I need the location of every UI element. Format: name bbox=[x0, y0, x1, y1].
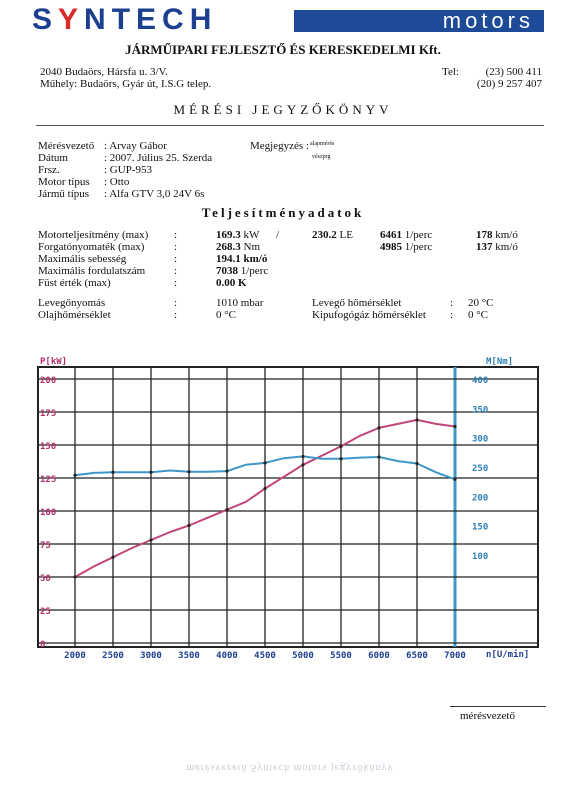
oil-temp-label: Olajhőmérséklet bbox=[38, 309, 111, 321]
note-line2: vészprg bbox=[312, 154, 331, 160]
perf-le-unit: LE bbox=[339, 229, 353, 241]
y-left-tick-label: 100 bbox=[40, 508, 57, 518]
info-value: : Otto bbox=[104, 176, 130, 188]
info-value: : 2007. Július 25. Szerda bbox=[104, 152, 213, 164]
note-line1: alapmérés bbox=[310, 141, 335, 147]
perf-row-3 bbox=[216, 265, 268, 277]
y-right-tick-label: 300 bbox=[472, 434, 489, 445]
air-temp-value: 20 °C bbox=[468, 297, 494, 309]
logo-syntech bbox=[32, 3, 290, 36]
logo-motors: motors bbox=[294, 10, 544, 32]
air-temp-label: Levegő hőmérséklet bbox=[312, 297, 402, 309]
data-point bbox=[187, 470, 190, 473]
colon: : bbox=[174, 229, 178, 241]
info-labels bbox=[38, 140, 94, 200]
perf-label: Maximális fordulatszám bbox=[38, 265, 146, 277]
note-label: Megjegyzés : bbox=[250, 140, 309, 152]
perf-label: Forgatónyomaték (max) bbox=[38, 241, 145, 253]
perf-speed: 178 bbox=[476, 229, 493, 241]
perf-rpm: 4985 bbox=[380, 241, 402, 253]
oil-temp-value: 0 °C bbox=[216, 309, 236, 321]
env-values-right bbox=[468, 297, 494, 321]
perf-row-0 bbox=[216, 229, 268, 241]
perf-unit: km/ó bbox=[243, 253, 268, 265]
env-colons-right bbox=[450, 297, 453, 321]
y-left-label: P[kW] bbox=[40, 357, 68, 367]
y-right-label: M[Nm] bbox=[486, 357, 514, 367]
signature-line bbox=[450, 706, 546, 707]
x-tick-label: 3500 bbox=[178, 651, 200, 661]
header-divider bbox=[36, 125, 544, 126]
x-tick-label: 7000 bbox=[444, 651, 466, 661]
x-tick-label: 5500 bbox=[330, 651, 352, 661]
perf-values bbox=[216, 229, 268, 289]
y-right-tick-label: 350 bbox=[472, 405, 489, 416]
perf-le-value: 230.2 bbox=[312, 229, 337, 241]
info-values bbox=[104, 140, 212, 200]
data-point bbox=[111, 471, 114, 474]
perf-label: Füst érték (max) bbox=[38, 277, 111, 289]
y-left-tick-label: 0 bbox=[40, 640, 46, 650]
perf-value: 194.1 bbox=[216, 253, 241, 265]
watermark: mérésvezető Syntech motors jegyzőkönyv bbox=[186, 762, 394, 773]
tel-1: (23) 500 411 bbox=[485, 66, 542, 78]
data-point bbox=[377, 426, 380, 429]
data-point bbox=[73, 575, 76, 578]
air-pressure-value: 1010 mbar bbox=[216, 297, 264, 309]
perf-value: 268.3 bbox=[216, 241, 241, 253]
air-pressure-label: Levegőnyomás bbox=[38, 297, 106, 309]
data-point bbox=[263, 487, 266, 490]
y-right-tick-label: 150 bbox=[472, 522, 489, 533]
chart-grid bbox=[38, 367, 538, 647]
env-labels-left bbox=[38, 297, 111, 321]
data-point bbox=[301, 463, 304, 466]
dyno-chart bbox=[20, 345, 550, 665]
colon: : bbox=[174, 253, 178, 265]
perf-row-4 bbox=[216, 277, 268, 289]
x-tick-label: 3000 bbox=[140, 651, 162, 661]
perf-rpm: 6461 bbox=[380, 229, 402, 241]
info-label: Frsz. bbox=[38, 164, 60, 176]
data-point bbox=[377, 455, 380, 458]
data-point bbox=[339, 457, 342, 460]
section-title: Teljesítményadatok bbox=[201, 205, 365, 220]
y-right-tick-label: 400 bbox=[472, 376, 489, 386]
x-tick-label: 4500 bbox=[254, 651, 276, 661]
perf-slash: / bbox=[276, 229, 280, 241]
perf-speed-unit: km/ó bbox=[495, 229, 518, 241]
data-point bbox=[111, 556, 114, 559]
info-label: Mérésvezető bbox=[38, 140, 95, 152]
x-tick-label: 6500 bbox=[406, 651, 428, 661]
colon: : bbox=[450, 297, 454, 309]
env-values-left bbox=[216, 297, 263, 321]
data-point bbox=[301, 455, 304, 458]
tel-label: Tel: bbox=[442, 66, 459, 78]
x-tick-label: 6000 bbox=[368, 651, 390, 661]
data-point bbox=[149, 471, 152, 474]
perf-speed-unit: km/ó bbox=[495, 241, 518, 253]
data-point bbox=[73, 474, 76, 477]
y-left-tick-label: 25 bbox=[40, 607, 51, 617]
colon: : bbox=[174, 297, 178, 309]
y-right-tick-label: 200 bbox=[472, 493, 489, 504]
logo-letters-ntech: NTECH bbox=[84, 3, 218, 36]
perf-row-2 bbox=[216, 253, 268, 265]
perf-label: Motorteljesítmény (max) bbox=[38, 229, 149, 241]
y-right-tick-label: 250 bbox=[472, 464, 489, 474]
perf-speed: 137 bbox=[476, 241, 493, 253]
tel-2: (20) 9 257 407 bbox=[476, 78, 542, 90]
info-value: : GUP-953 bbox=[104, 164, 152, 176]
x-axis-label: n[U/min] bbox=[486, 650, 530, 660]
y-left-tick-label: 175 bbox=[40, 409, 57, 419]
perf-unit: K bbox=[238, 277, 247, 289]
perf-unit: Nm bbox=[243, 241, 260, 253]
perf-labels bbox=[38, 229, 148, 289]
perf-speed-col bbox=[476, 229, 518, 253]
data-point bbox=[415, 462, 418, 465]
y-left-tick-label: 150 bbox=[40, 442, 57, 452]
data-point bbox=[263, 461, 266, 464]
y-right-tick-label: 100 bbox=[472, 552, 489, 562]
chart-ticks bbox=[40, 376, 488, 661]
perf-le bbox=[312, 229, 353, 241]
data-point bbox=[453, 478, 456, 481]
x-tick-label: 2500 bbox=[102, 651, 124, 661]
colon: : bbox=[174, 265, 178, 277]
data-point bbox=[453, 425, 456, 428]
perf-unit: 1/perc bbox=[240, 265, 269, 277]
info-label: Motor típus bbox=[38, 176, 90, 188]
colon: : bbox=[174, 241, 178, 253]
info-value: : Arvay Gábor bbox=[104, 140, 167, 152]
signature-label: mérésvezető bbox=[460, 710, 515, 722]
x-tick-label: 5000 bbox=[292, 651, 314, 661]
company-name: JÁRMŰIPARI FEJLESZTŐ ÉS KERESKEDELMI Kft. bbox=[125, 42, 441, 57]
perf-value: 169.3 bbox=[216, 229, 241, 241]
x-tick-label: 4000 bbox=[216, 651, 238, 661]
exhaust-temp-value: 0 °C bbox=[468, 309, 488, 321]
y-left-tick-label: 200 bbox=[40, 376, 57, 386]
perf-row-1 bbox=[216, 241, 268, 253]
perf-rpm-unit: 1/perc bbox=[404, 241, 433, 253]
logo-letter-y: Y bbox=[58, 3, 85, 36]
info-value: : Alfa GTV 3,0 24V 6s bbox=[104, 188, 205, 200]
address-line2: Műhely: Budaörs, Gyár út, I.S.G telep. bbox=[40, 78, 212, 90]
env-labels-right bbox=[312, 297, 426, 321]
data-point bbox=[225, 470, 228, 473]
perf-unit: kW bbox=[243, 229, 260, 241]
data-point bbox=[187, 524, 190, 527]
info-label: Jármű típus bbox=[38, 188, 90, 200]
logo-letter-s: S bbox=[32, 3, 59, 36]
colon: : bbox=[174, 277, 178, 289]
y-left-tick-label: 50 bbox=[40, 574, 51, 584]
exhaust-temp-label: Kipufogógáz hőmérséklet bbox=[312, 309, 426, 321]
data-point bbox=[149, 538, 152, 541]
info-label: Dátum bbox=[38, 152, 68, 164]
env-colons-left bbox=[174, 297, 177, 321]
perf-value: 7038 bbox=[216, 265, 238, 277]
perf-rpm-col bbox=[380, 229, 432, 253]
perf-colons bbox=[174, 229, 177, 289]
data-point bbox=[225, 508, 228, 511]
address-line1: 2040 Budaörs, Hársfa u. 3/V. bbox=[40, 66, 168, 78]
colon: : bbox=[174, 309, 178, 321]
perf-rpm-unit: 1/perc bbox=[404, 229, 433, 241]
data-point bbox=[339, 445, 342, 448]
data-point bbox=[415, 418, 418, 421]
y-left-tick-label: 125 bbox=[40, 475, 57, 485]
colon: : bbox=[450, 309, 454, 321]
x-tick-label: 2000 bbox=[64, 651, 86, 661]
page-title: MÉRÉSI JEGYZŐKÖNYV bbox=[173, 102, 393, 117]
perf-label: Maximális sebesség bbox=[38, 253, 127, 265]
perf-value: 0.00 bbox=[216, 277, 236, 289]
y-left-tick-label: 75 bbox=[40, 541, 51, 551]
